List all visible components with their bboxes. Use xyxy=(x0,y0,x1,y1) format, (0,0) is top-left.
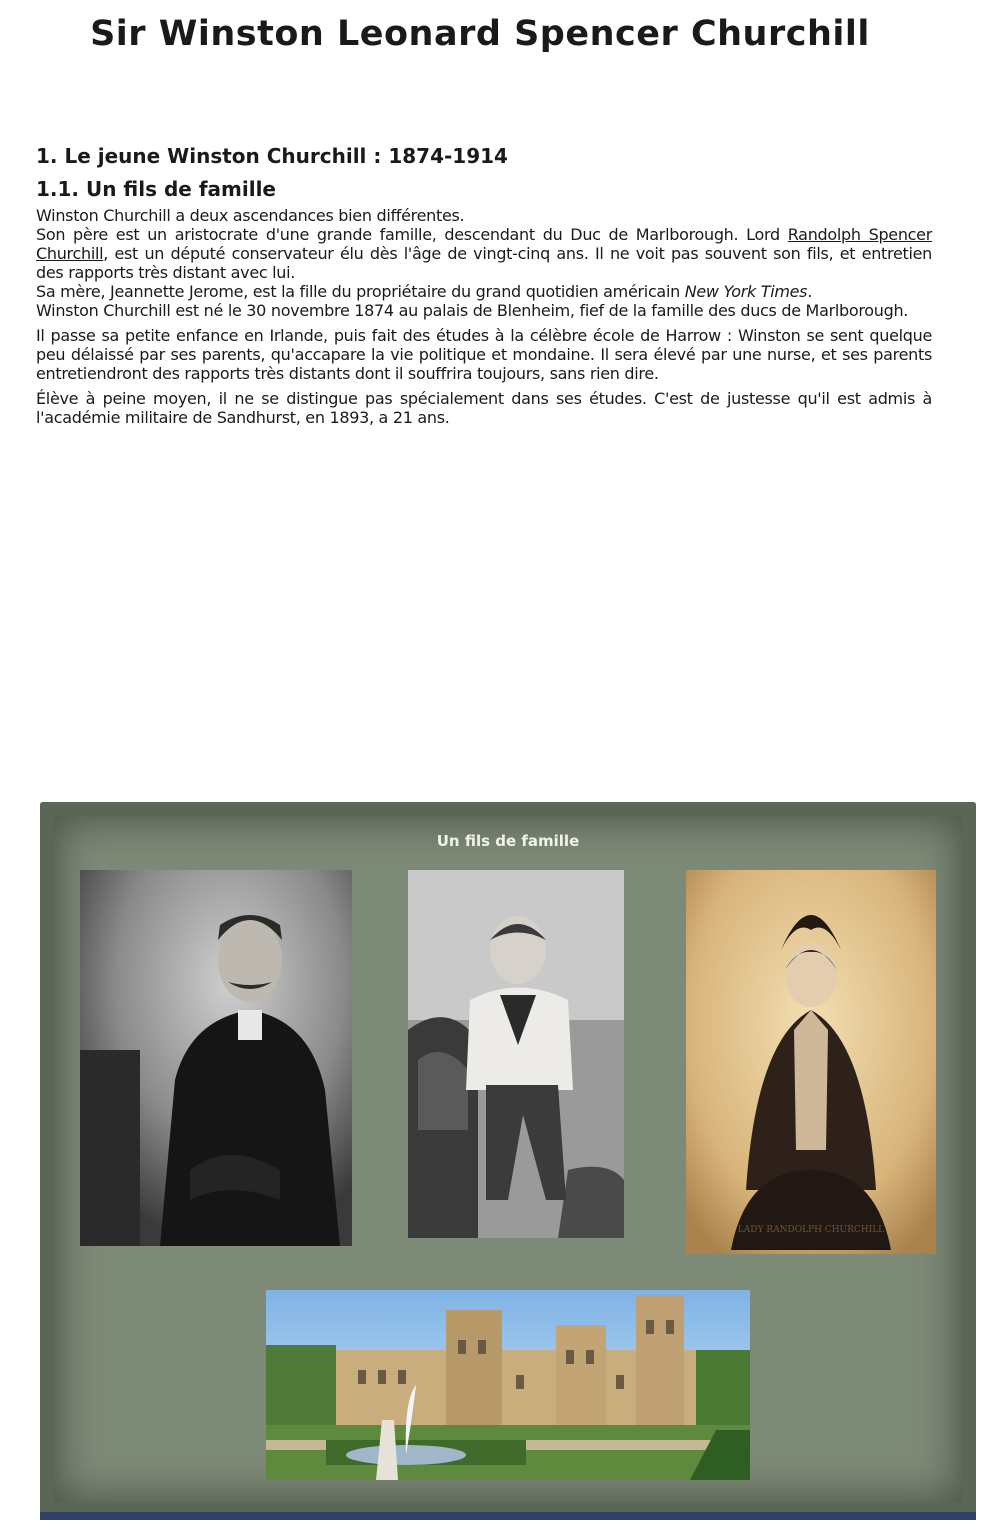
section-heading: 1. Le jeune Winston Churchill : 1874-1914 xyxy=(36,144,508,168)
paragraph: Winston Churchill a deux ascendances bien différentes. xyxy=(36,206,465,225)
paragraph: Son père est un aristocrate d'une grande famille, descendant du Duc de Marlborough. Lord Randolph Spencer Churchill, est un député conservateur élu dès l'âge de vingt-cinq ans. Il ne voit pas souvent son fils, et entretien des rapports très distant avec lui. xyxy=(36,225,932,282)
slide-bottom-bar xyxy=(40,1512,976,1520)
subsection-heading: 1.1. Un fils de famille xyxy=(36,177,276,201)
slide-frame xyxy=(40,802,976,1517)
slide-title: Un fils de famille xyxy=(436,832,580,850)
paragraph: Élève à peine moyen, il ne se distingue pas spécialement dans ses études. C'est de justesse qu'il est admis à l'académie militaire de Sandhurst, en 1893, a 21 ans. xyxy=(36,389,932,427)
photo-lord-randolph-churchill xyxy=(80,870,352,1246)
paragraph: Sa mère, Jeannette Jerome, est la fille du propriétaire du grand quotidien américain New York Times. xyxy=(36,282,813,301)
photo-caption: LADY RANDOLPH CHURCHILL xyxy=(737,1225,885,1235)
photo-young-winston xyxy=(408,870,624,1238)
page-title: Sir Winston Leonard Spencer Churchill xyxy=(90,14,870,54)
body-text xyxy=(36,206,932,427)
paragraph: Winston Churchill est né le 30 novembre 1874 au palais de Blenheim, fief de la famille des ducs de Marlborough. xyxy=(36,301,909,320)
photo-blenheim-palace xyxy=(266,1290,750,1480)
randolph-link[interactable]: Randolph Spencer Churchill xyxy=(36,225,932,263)
photo-jennie-jerome xyxy=(686,870,936,1254)
paragraph: Il passe sa petite enfance en Irlande, puis fait des études à la célèbre école de Harrow : Winston se sent quelque peu délaissé par ses parents, qu'accapare la vie politique et mondaine. Il sera élevé par une nurse, et ses parents entretiendront des rapports très distants dont il souffrira toujours, sans rien dire. xyxy=(36,326,932,383)
